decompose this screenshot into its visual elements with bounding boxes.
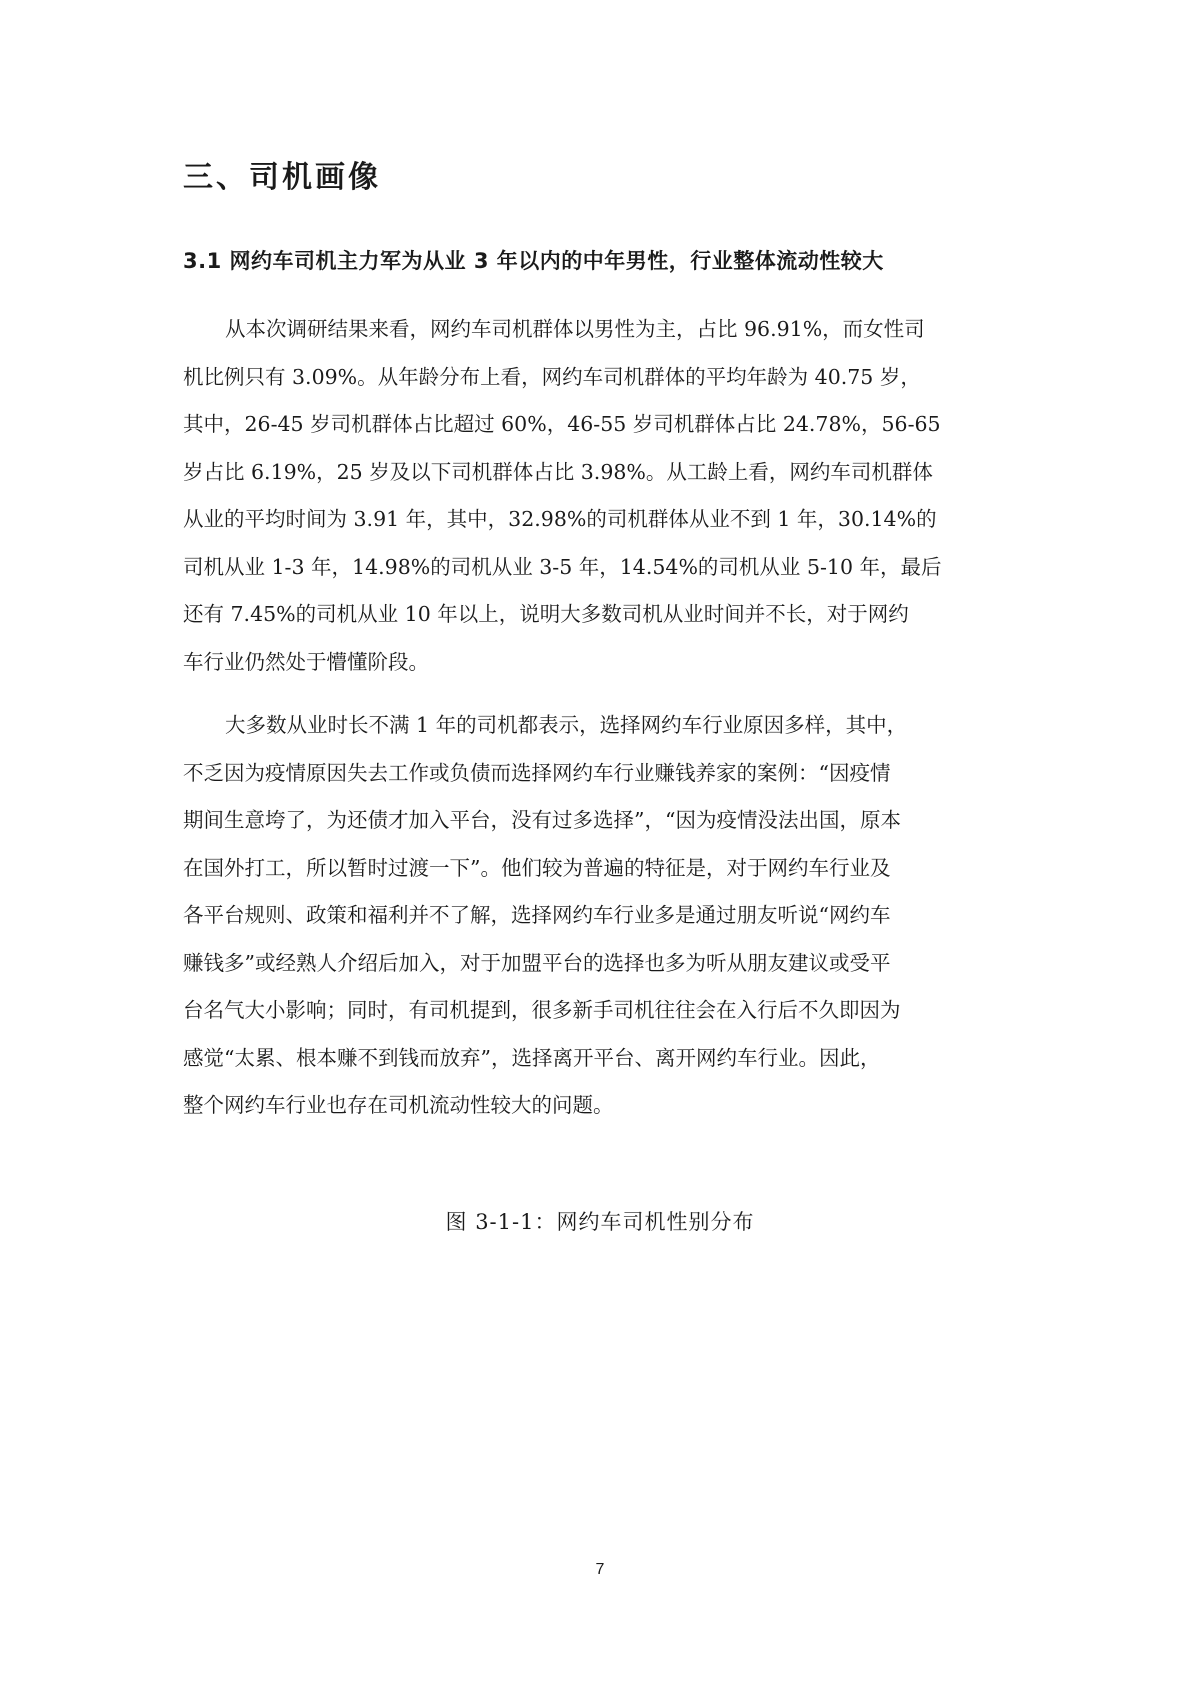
paragraph-line: 还有 7.45%的司机从业 10 年以上，说明大多数司机从业时间并不长，对于网约 [183,602,909,626]
figure-caption: 图 3-1-1：网约车司机性别分布 [445,1210,755,1234]
page-number: 7 [595,1561,605,1578]
paragraph-line: 台名气大小影响；同时，有司机提到，很多新手司机往往会在入行后不久即因为 [183,998,901,1022]
subsection-title: 3.1 网约车司机主力军为从业 3 年以内的中年男性，行业整体流动性较大 [183,249,884,273]
paragraph-line: 其中，26-45 岁司机群体占比超过 60%，46-55 岁司机群体占比 24.78%，56-65 [183,412,941,436]
paragraph-line: 整个网约车行业也存在司机流动性较大的问题。 [183,1093,614,1117]
paragraph-line: 岁占比 6.19%，25 岁及以下司机群体占比 3.98%。从工龄上看，网约车司机群体 [183,459,933,484]
paragraph-line: 大多数从业时长不满 1 年的司机都表示，选择网约车行业原因多样，其中， [225,713,908,737]
paragraph-line: 从业的平均时间为 3.91 年，其中，32.98%的司机群体从业不到 1 年，30.14%的 [183,507,937,531]
paragraph-1 [183,306,1023,686]
paragraph-line: 感觉“太累、根本赚不到钱而放弃”，选择离开平台、离开网约车行业。因此， [183,1045,881,1070]
paragraph-line: 机比例只有 3.09%。从年龄分布上看，网约车司机群体的平均年龄为 40.75 岁， [183,364,921,389]
paragraph-line: 从本次调研结果来看，网约车司机群体以男性为主，占比 96.91%，而女性司 [225,317,925,341]
paragraph-line: 在国外打工，所以暂时过渡一下”。他们较为普遍的特征是，对于网约车行业及 [183,855,891,880]
paragraph-line: 期间生意垮了，为还债才加入平台，没有过多选择”，“因为疫情没法出国，原本 [183,808,901,832]
paragraph-line: 赚钱多”或经熟人介绍后加入，对于加盟平台的选择也多为听从朋友建议或受平 [183,950,891,975]
paragraph-line: 各平台规则、政策和福利并不了解，选择网约车行业多是通过朋友听说“网约车 [183,903,891,927]
paragraph-line: 车行业仍然处于懵懂阶段。 [183,649,429,674]
paragraph-line: 不乏因为疫情原因失去工作或负债而选择网约车行业赚钱养家的案例：“因疫情 [183,760,891,785]
section-title: 三、司机画像 [183,160,381,195]
paragraph-2 [183,702,1023,1130]
paragraph-line: 司机从业 1-3 年，14.98%的司机从业 3-5 年，14.54%的司机从业 5-10 年，最后 [183,554,942,579]
